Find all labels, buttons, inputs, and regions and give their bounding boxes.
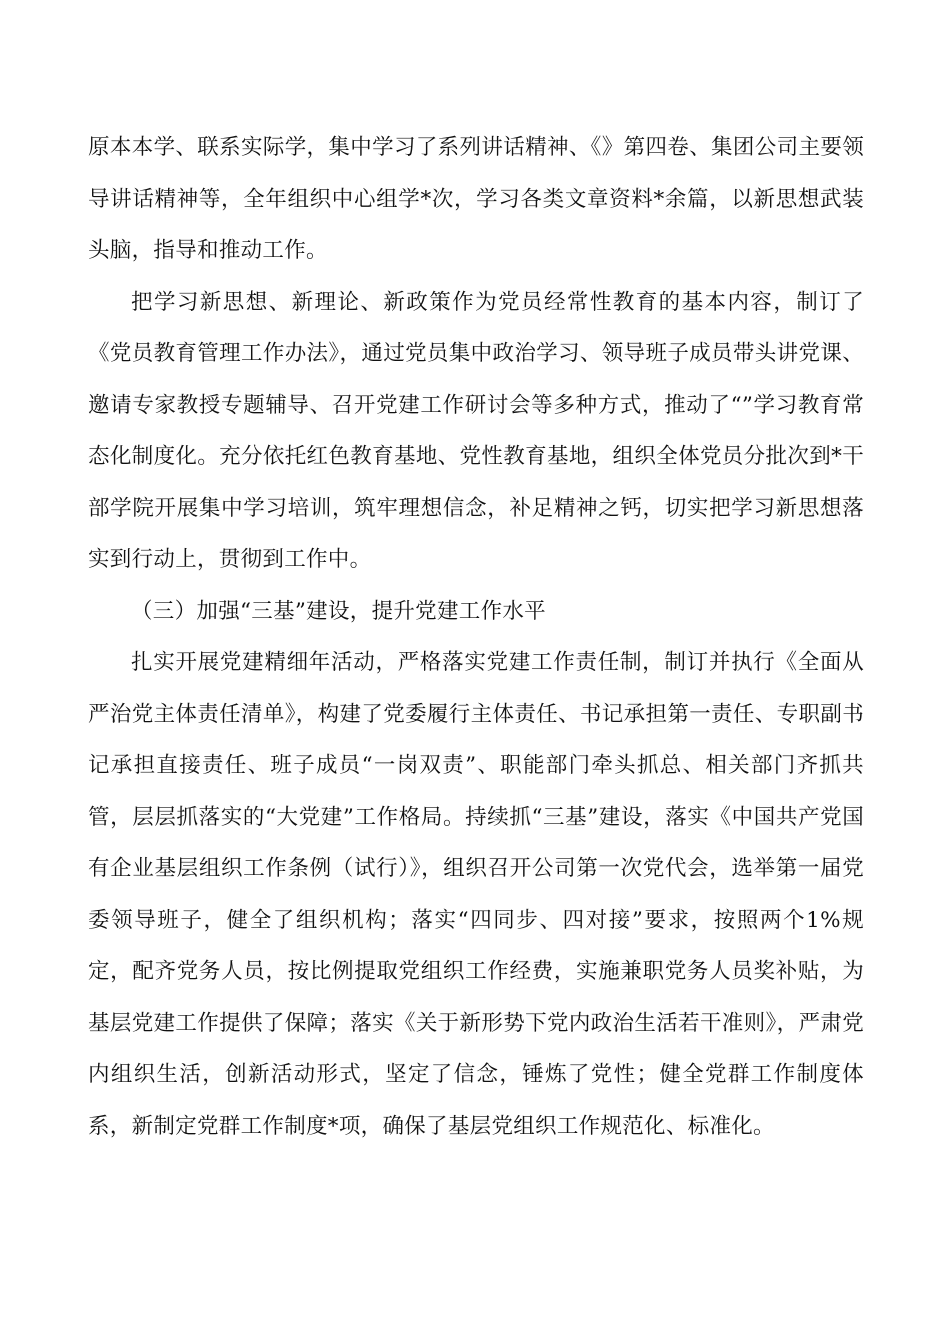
paragraph-three-basics: 扎实开展党建精细年活动，严格落实党建工作责任制，制订并执行《全面从严治党主体责任清单》，构建了党委履行主体责任、书记承担第一责任、专职副书记承担直接责任、班子成员“一岗双责”、职能部门牵头抓总、相关部门齐抓共管，层层抓落实的“大党建”工作格局。持续抓“三基”建设，落实《中国共产党国有企业基层组织工作条例（试行）》，组织召开公司第一次党代会，选举第一届党委领导班子，健全了组织机构；落实“四同步、四对接”要求，按照两个1%规定，配齐党务人员，按比例提取党组织工作经费，实施兼职党务人员奖补贴，为基层党建工作提供了保障；落实《关于新形势下党内政治生活若干准则》，严肃党内组织生活，创新活动形式，坚定了信念，锤炼了党性；健全党群工作制度体系，新制定党群工作制度*项，确保了基层党组织工作规范化、标准化。 xyxy=(88,650,864,1139)
paragraph-continuation: 原本本学、联系实际学，集中学习了系列讲话精神、《》第四卷、集团公司主要领导讲话精神等，全年组织中心组学*次，学习各类文章资料*余篇，以新思想武装头脑，指导和推动工作。 xyxy=(88,135,864,263)
paragraph-party-education: 把学习新思想、新理论、新政策作为党员经常性教育的基本内容，制订了《党员教育管理工作办法》，通过党员集中政治学习、领导班子成员带头讲党课、邀请专家教授专题辅导、召开党建工作研讨会等多种方式，推动了“”学习教育常态化制度化。充分依托红色教育基地、党性教育基地，组织全体党员分批次到*干部学院开展集中学习培训，筑牢理想信念，补足精神之钙，切实把学习新思想落实到行动上，贯彻到工作中。 xyxy=(88,289,864,572)
section-heading-three: （三）加强“三基”建设，提升党建工作水平 xyxy=(131,598,546,624)
document-page xyxy=(88,122,864,1152)
